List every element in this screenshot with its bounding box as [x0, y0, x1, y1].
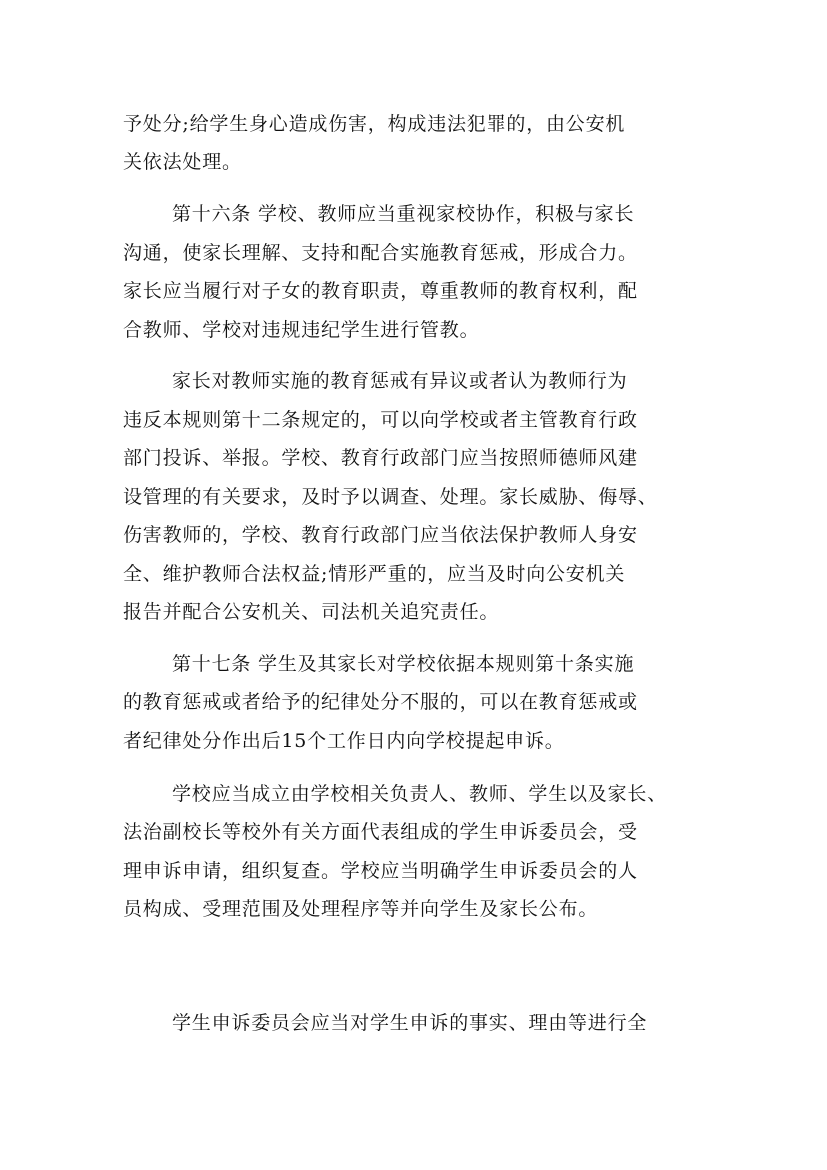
text-line: 理申诉申请，组织复查。学校应当明确学生申诉委员会的人: [123, 860, 638, 882]
text-line: 的教育惩戒或者给予的纪律处分不服的，可以在教育惩戒或: [123, 691, 638, 713]
text-line: 违反本规则第十二条规定的，可以向学校或者主管教育行政: [123, 409, 638, 431]
article-16-heading-line: 第十六条 学校、教师应当重视家校协作，积极与家长: [172, 203, 635, 225]
text-line: 予处分;给学生身心造成伤害，构成违法犯罪的，由公安机: [123, 113, 626, 135]
paragraph-start-line: 家长对教师实施的教育惩戒有异议或者认为教师行为: [172, 370, 628, 392]
text-line: 报告并配合公安机关、司法机关追究责任。: [123, 601, 500, 623]
text-line: 全、维护教师合法权益;情形严重的，应当及时向公安机关: [123, 563, 626, 585]
text-line: 员构成、受理范围及处理程序等并向学生及家长公布。: [123, 898, 599, 920]
paragraph-start-line: 学生申诉委员会应当对学生申诉的事实、理由等进行全: [172, 1012, 648, 1034]
text-line: 合教师、学校对违规违纪学生进行管教。: [123, 319, 480, 341]
text-line: 伤害教师的，学校、教育行政部门应当依法保护教师人身安: [123, 524, 638, 546]
text-line: 法治副校长等校外有关方面代表组成的学生申诉委员会，受: [123, 821, 638, 843]
text-line: 部门投诉、举报。学校、教育行政部门应当按照师德师风建: [123, 447, 638, 469]
text-line: 者纪律处分作出后15个工作日内向学校提起申诉。: [123, 730, 565, 752]
paragraph-start-line: 学校应当成立由学校相关负责人、教师、学生以及家长、: [172, 783, 668, 805]
text-line: 关依法处理。: [123, 151, 242, 173]
text-line: 沟通，使家长理解、支持和配合实施教育惩戒，形成合力。: [123, 242, 638, 264]
text-line: 家长应当履行对子女的教育职责，尊重教师的教育权利，配: [123, 280, 638, 302]
text-line: 设管理的有关要求，及时予以调查、处理。家长威胁、侮辱、: [123, 486, 658, 508]
article-17-heading-line: 第十七条 学生及其家长对学校依据本规则第十条实施: [172, 653, 635, 675]
